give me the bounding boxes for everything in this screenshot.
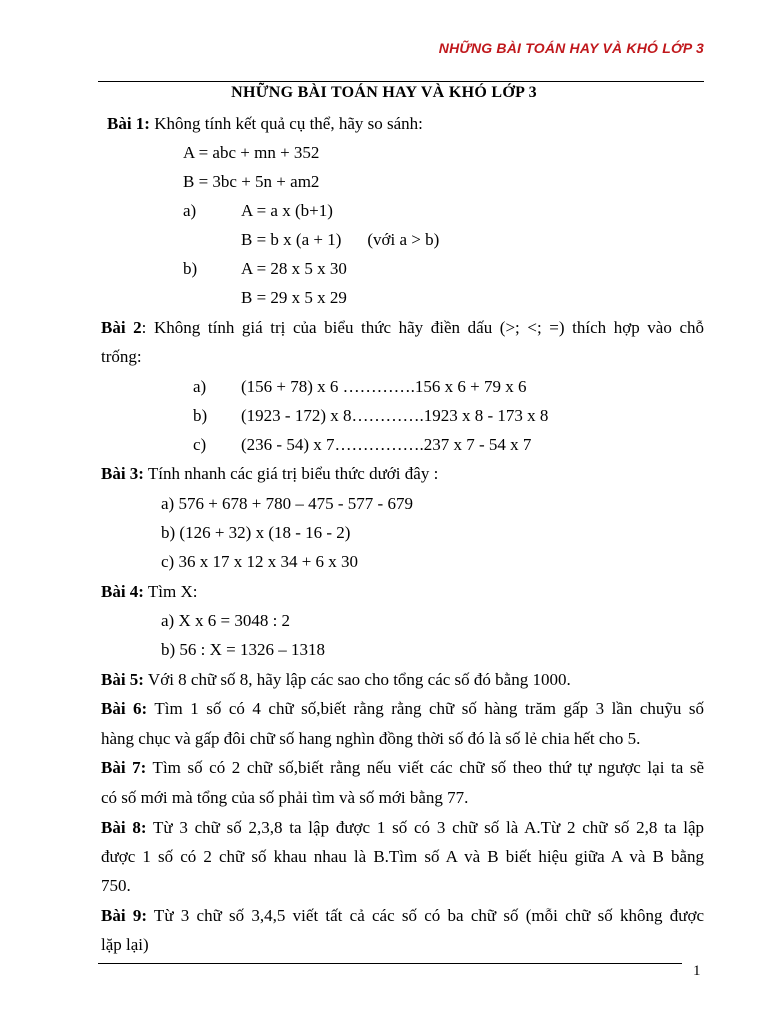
problem-4-text: Tìm X: — [143, 582, 198, 601]
part-marker: b) — [193, 406, 208, 425]
problem-5 — [101, 665, 571, 694]
problem-2-part-b — [193, 401, 548, 430]
problem-2-b: (1923 - 172) x 8………….1923 x 8 - 173 x 8 — [241, 406, 549, 425]
problem-7-text: Tìm số có 2 chữ số,biết rằng nếu viết các chữ số theo thứ tự ngược lại ta sẽ — [146, 758, 704, 777]
problem-1-line-2: B = 3bc + 5n + am2 — [183, 172, 320, 191]
problem-7-text-cont: có số mới mà tổng của số phải tìm và số mới bằng 77. — [101, 788, 469, 807]
problem-9-text-cont: lặp lại) — [101, 935, 149, 954]
part-marker: b) — [183, 259, 198, 278]
running-header: NHỮNG BÀI TOÁN HAY VÀ KHÓ LỚP 3 — [438, 40, 704, 56]
problem-5-text: Với 8 chữ số 8, hãy lập các sao cho tổng các số đó bằng 1000. — [143, 670, 571, 689]
problem-1-label: Bài 1: — [107, 114, 150, 133]
problem-3 — [101, 459, 438, 488]
problem-8-text-cont: được 1 số có 2 chữ số khau nhau là B.Tìm số A và B biết hiệu giữa A và B bằng — [101, 847, 704, 866]
problem-1-text: Không tính kết quả cụ thể, hãy so sánh: — [149, 114, 423, 133]
problem-2-part-a — [193, 372, 527, 401]
problem-1-line-1: A = abc + mn + 352 — [183, 143, 320, 162]
problem-3-text: Tính nhanh các giá trị biểu thức dưới đây : — [143, 464, 439, 483]
problem-3-c: c) 36 x 17 x 12 x 34 + 6 x 30 — [161, 552, 359, 571]
problem-7 — [101, 753, 704, 782]
problem-7-label: Bài 7: — [101, 758, 147, 777]
problem-2-label: Bài 2 — [101, 318, 142, 337]
problem-8 — [101, 813, 704, 842]
problem-2 — [101, 313, 704, 342]
problem-1-part-b — [183, 254, 347, 283]
problem-1-b1: A = 28 x 5 x 30 — [241, 259, 347, 278]
problem-1-a2-line — [241, 225, 439, 254]
problem-2-a: (156 + 78) x 6 ………….156 x 6 + 79 x 6 — [241, 377, 527, 396]
footer-rule — [98, 963, 682, 964]
problem-3-label: Bài 3: — [101, 464, 144, 483]
problem-2-text: : Không tính giá trị của biểu thức hãy điền dấu (>; <; =) thích hợp vào chỗ — [141, 318, 704, 337]
problem-4-b: b) 56 : X = 1326 – 1318 — [161, 640, 325, 659]
problem-9-label: Bài 9: — [101, 906, 147, 925]
part-marker: a) — [193, 377, 207, 396]
document-title: NHỮNG BÀI TOÁN HAY VÀ KHÓ LỚP 3 — [231, 84, 537, 101]
problem-6-text: Tìm 1 số có 4 chữ số,biết rằng rằng chữ số hàng trăm gấp 3 lần chuỹu số — [147, 699, 704, 718]
problem-1-a2-note: (với a > b) — [367, 230, 440, 249]
problem-1-part-a — [183, 196, 333, 225]
problem-4-a: a) X x 6 = 3048 : 2 — [161, 611, 291, 630]
problem-6-text-cont: hàng chục và gấp đôi chữ số hang nghìn đồng thời số đó là số lẻ chia hết cho 5. — [101, 729, 641, 748]
part-marker: a) — [183, 201, 197, 220]
problem-8-text-end: 750. — [101, 876, 131, 895]
problem-2-text-cont: trống: — [101, 347, 142, 366]
problem-1-a2: B = b x (a + 1) — [241, 230, 342, 249]
problem-6-label: Bài 6: — [101, 699, 148, 718]
problem-2-part-c — [193, 430, 531, 459]
problem-1-a1: A = a x (b+1) — [241, 201, 333, 220]
problem-6 — [101, 694, 704, 723]
problem-9-text: Từ 3 chữ số 3,4,5 viết tất cả các số có ba chữ số (mỗi chữ số không được — [146, 906, 704, 925]
problem-8-label: Bài 8: — [101, 818, 147, 837]
problem-5-label: Bài 5: — [101, 670, 144, 689]
problem-4-label: Bài 4: — [101, 582, 144, 601]
problem-8-text: Từ 3 chữ số 2,3,8 ta lập được 1 số có 3 chữ số là A.Từ 2 chữ số 2,8 ta lập — [146, 818, 704, 837]
problem-3-a: a) 576 + 678 + 780 – 475 - 577 - 679 — [161, 494, 413, 513]
page-number: 1 — [693, 963, 701, 979]
problem-1 — [107, 109, 423, 138]
part-marker: c) — [193, 435, 207, 454]
problem-1-b2: B = 29 x 5 x 29 — [241, 288, 347, 307]
problem-9 — [101, 901, 704, 930]
problem-4 — [101, 577, 198, 606]
problem-3-b: b) (126 + 32) x (18 - 16 - 2) — [161, 523, 351, 542]
problem-2-c: (236 - 54) x 7…………….237 x 7 - 54 x 7 — [241, 435, 532, 454]
